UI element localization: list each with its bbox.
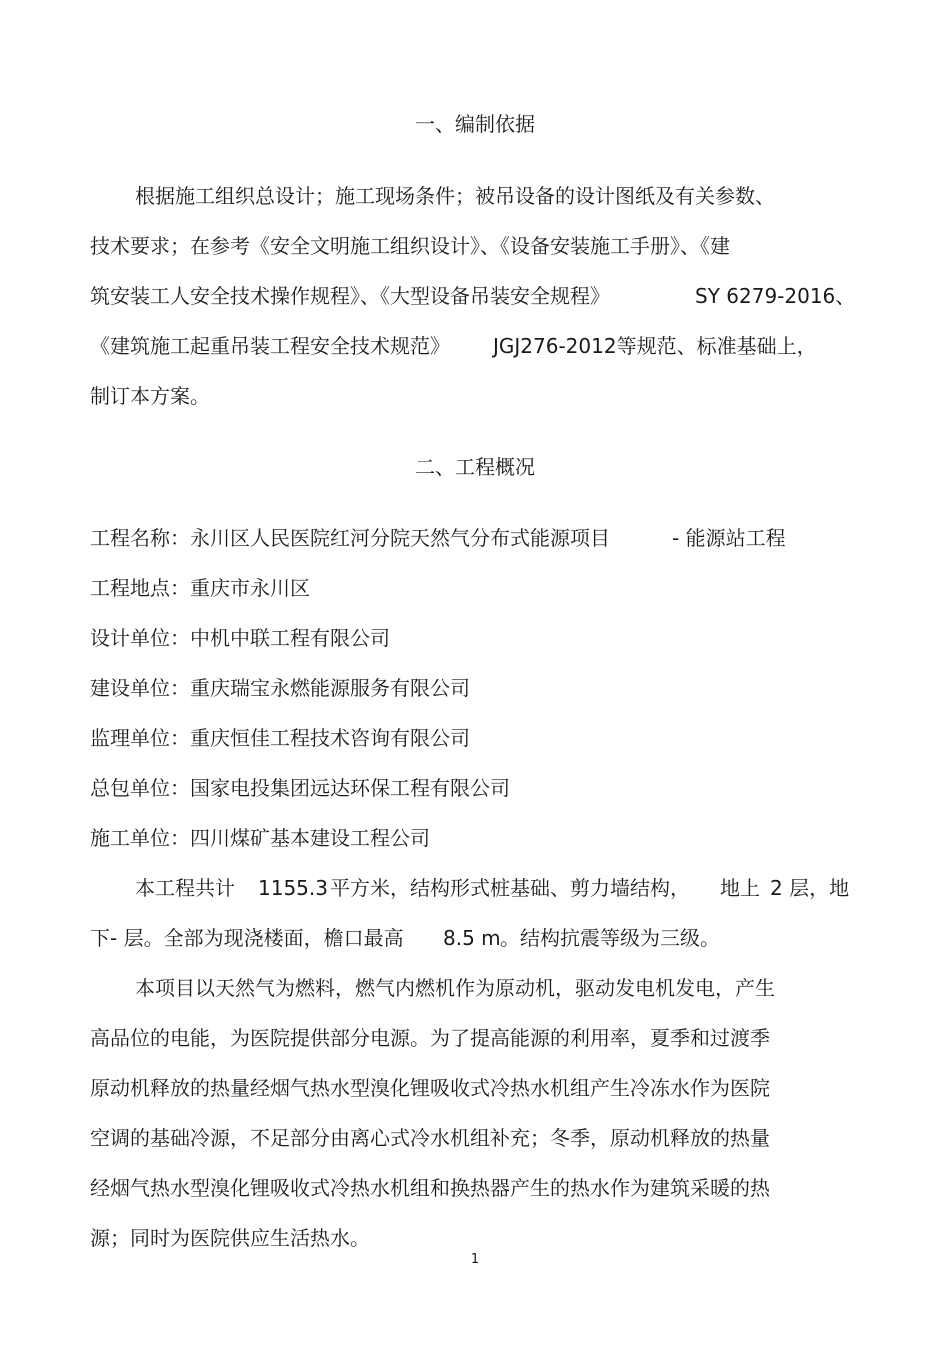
project-name: 工程名称：永川区人民医院红河分院天然气分布式能源项目 — [90, 526, 610, 550]
supervision-unit: 监理单位：重庆恒佳工程技术咨询有限公司 — [90, 726, 470, 750]
floors-text-c: 。结构抗震等级为三级。 — [500, 926, 720, 950]
general-contractor: 总包单位：国家电投集团远达环保工程有限公司 — [90, 776, 510, 800]
desc-line-6: 源；同时为医院供应生活热水。 — [90, 1226, 370, 1250]
desc-line-1: 本项目以天然气为燃料，燃气内燃机作为原动机，驱动发电机发电，产生 — [135, 976, 775, 1000]
area-text-a: 本工程共计 — [135, 876, 235, 900]
project-name-suffix: - 能源站工程 — [672, 526, 786, 550]
design-unit: 设计单位：中机中联工程有限公司 — [90, 626, 390, 650]
area-value: 1155.3 — [258, 876, 328, 900]
basis-line-4: 《建筑施工起重吊装工程安全技术规范》 — [90, 334, 450, 358]
eave-height: 8.5 m — [443, 926, 501, 950]
floors-text-a: 下- 层。全部为现浇楼面，檐口最高 — [90, 926, 404, 950]
basis-line-3: 筑安装工人安全技术操作规程》、《大型设备吊装安全规程》 — [90, 284, 610, 308]
basis-line-5: 制订本方案。 — [90, 384, 210, 408]
desc-line-4: 空调的基础冷源，不足部分由离心式冷水机组补充；冬季，原动机释放的热量 — [90, 1126, 770, 1150]
basis-line-3-standard: SY 6279-2016、 — [695, 284, 856, 308]
project-location: 工程地点：重庆市永川区 — [90, 576, 310, 600]
area-text-e: 2 层，地 — [770, 876, 850, 900]
desc-line-2: 高品位的电能，为医院提供部分电源。为了提高能源的利用率，夏季和过渡季 — [90, 1026, 770, 1050]
page-number: 1 — [470, 1252, 480, 1267]
basis-line-4-standard: JGJ276-2012等规范、标准基础上， — [493, 334, 817, 358]
construction-owner: 建设单位：重庆瑞宝永燃能源服务有限公司 — [90, 676, 470, 700]
desc-line-3: 原动机释放的热量经烟气热水型溴化锂吸收式冷热水机组产生冷冻水作为医院 — [90, 1076, 770, 1100]
section-heading-basis: 一、编制依据 — [415, 112, 535, 136]
basis-line-1: 根据施工组织总设计；施工现场条件；被吊设备的设计图纸及有关参数、 — [135, 184, 775, 208]
area-text-d: 地上 — [720, 876, 760, 900]
basis-line-2: 技术要求；在参考《安全文明施工组织设计》、《设备安装施工手册》、《建 — [90, 234, 730, 258]
area-text-c: 平方米，结构形式桩基础、剪力墙结构， — [330, 876, 690, 900]
desc-line-5: 经烟气热水型溴化锂吸收式冷热水机组和换热器产生的热水作为建筑采暖的热 — [90, 1176, 770, 1200]
section-heading-overview: 二、工程概况 — [415, 455, 535, 479]
construction-unit: 施工单位：四川煤矿基本建设工程公司 — [90, 826, 430, 850]
